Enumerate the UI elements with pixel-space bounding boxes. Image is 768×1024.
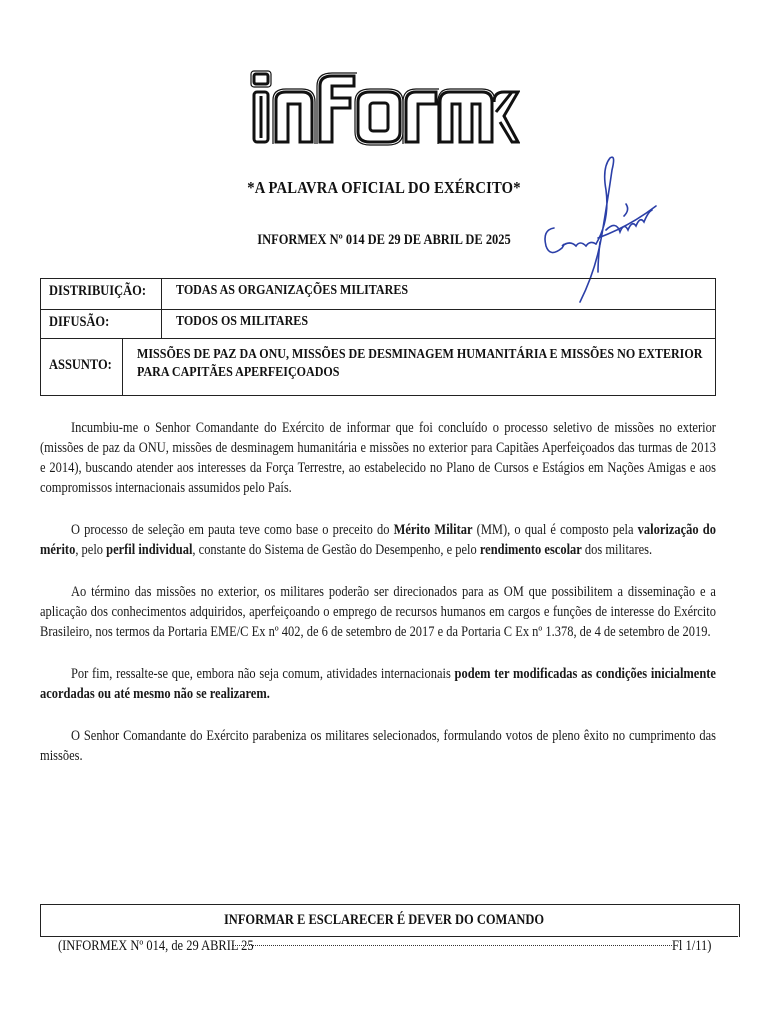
assunto-value [123, 339, 768, 395]
paragraph-2: O processo de seleção em pauta teve como base o preceito do Mérito Militar (MM), o qual é composto pela valorização do mérito, pelo perfil individual, constante do Sistema de Gestão do Desempenho, e pelo rendimento escolar dos militares. [40, 522, 716, 558]
footer-reference: (INFORMEX Nº 014, de 29 ABRIL 25 [58, 938, 254, 954]
document-body [40, 418, 716, 788]
paragraph-1: Incumbiu-me o Senhor Comandante do Exército de informar que foi concluído o processo seletivo de missões no exterior (missões de paz da ONU, missões de desminagem humanitária e missões no exterior para Capitães Aperfeiçoados das turmas de 2013 e 2014), buscando atender aos interesses da Força Terrestre, ao estabelecido no Plano de Cursos e Estágios em Nações Amigas e aos compromissos internacionais assumidos pelo País. [40, 420, 716, 496]
informex-logo [250, 70, 520, 146]
assunto-label: ASSUNTO: [41, 339, 123, 395]
difusao-label: DIFUSÃO: [41, 310, 162, 338]
informex-logo-graphic [250, 70, 520, 146]
table-row-distribuicao [41, 279, 715, 309]
assunto-line-2: PARA CAPITÃES APERFEIÇOADOS [137, 365, 340, 380]
assunto-line-1: MISSÕES DE PAZ DA ONU, MISSÕES DE DESMINAGEM HUMANITÁRIA E MISSÕES NO EXTERIOR [137, 347, 703, 362]
issue-title: INFORMEX Nº 014 DE 29 DE ABRIL DE 2025 [257, 232, 511, 248]
header-table [40, 278, 716, 396]
difusao-value: TODOS OS MILITARES [176, 314, 309, 329]
footer-divider [40, 936, 738, 937]
motto: *A PALAVRA OFICIAL DO EXÉRCITO* [247, 178, 521, 197]
paragraph-4: Por fim, ressalte-se que, embora não seja comum, atividades internacionais podem ter modificadas as condições inicialmente acordadas ou até mesmo não se realizarem. [40, 666, 716, 702]
footer-dot-leader [232, 945, 672, 946]
paragraph-3: Ao término das missões no exterior, os militares poderão ser direcionados para as OM que possibilitem a disseminação e a aplicação dos conhecimentos adquiridos, aperfeiçoando o emprego de recursos humanos em cargos e funções de interesse do Exército Brasileiro, nos termos da Portaria EME/C Ex nº 402, de 6 de setembro de 2017 e da Portaria C Ex nº 1.378, de 4 de setembro de 2019. [40, 584, 716, 640]
table-row-assunto [41, 338, 715, 395]
paragraph-5: O Senhor Comandante do Exército parabeniza os militares selecionados, formulando votos de pleno êxito no cumprimento das missões. [40, 728, 716, 764]
footer-page-number: Fl 1/11) [672, 938, 712, 954]
distribuicao-value: TODAS AS ORGANIZAÇÕES MILITARES [176, 283, 409, 298]
distribuicao-label: DISTRIBUIÇÃO: [41, 279, 162, 309]
table-row-difusao [41, 309, 715, 338]
footer-title: INFORMAR E ESCLARECER É DEVER DO COMANDO [223, 912, 545, 928]
